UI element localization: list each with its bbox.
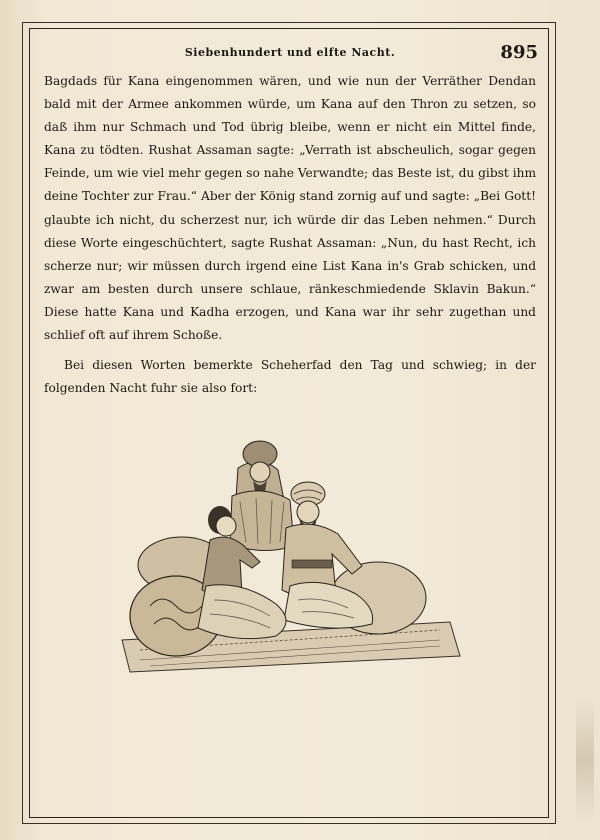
engraving-illustration	[110, 410, 465, 680]
running-head: Siebenhundert und elfte Nacht.	[184, 46, 396, 59]
paragraph-2: Bei diesen Worten bemerkte Scheherfad den Tag und schwieg; in der folgenden Nacht fuhr sie also fort:	[44, 358, 536, 396]
standing-man-figure	[230, 441, 294, 551]
paragraph-1: Bagdads für Kana eingenommen wären, und wie nun der Verräther Dendan bald mit der Armee ankommen würde, um Kana auf den Thron zu setzen, so daß ihm nur Schmach und Tod übrig bleibe, wenn er nicht ein Mittel finde, Kana zu tödten. Rushat Assaman sagte: „Verrath ist abscheulich, sogar gegen Feinde, um wie viel mehr gegen so nahe Verwandte; das Beste ist, du gibst ihm deine Tochter zur Frau.“ Aber der König stand zornig auf und sagte: „Bei Gott! glaubte ich nicht, du scherzest nur, ich würde dir das Leben nehmen.“ Durch diese Worte eingeschüchtert, sagte Rushat Assaman: „Nun, du hast Recht, ich scherze nur; wir müssen durch irgend eine List Kana in's Grab schicken, und zwar am besten durch unsere schlaue, ränkeschmiedende Sklavin Bakun.“ Diese hatte Kana und Kadha erzogen, und Kana war ihr sehr zugethan und schlief oft auf ihrem Schoße.	[44, 74, 536, 343]
body-text	[44, 70, 536, 400]
page-number: 895	[500, 42, 538, 63]
seated-man-figure	[282, 482, 373, 628]
page-header	[40, 44, 540, 68]
binding-stain	[576, 700, 594, 820]
